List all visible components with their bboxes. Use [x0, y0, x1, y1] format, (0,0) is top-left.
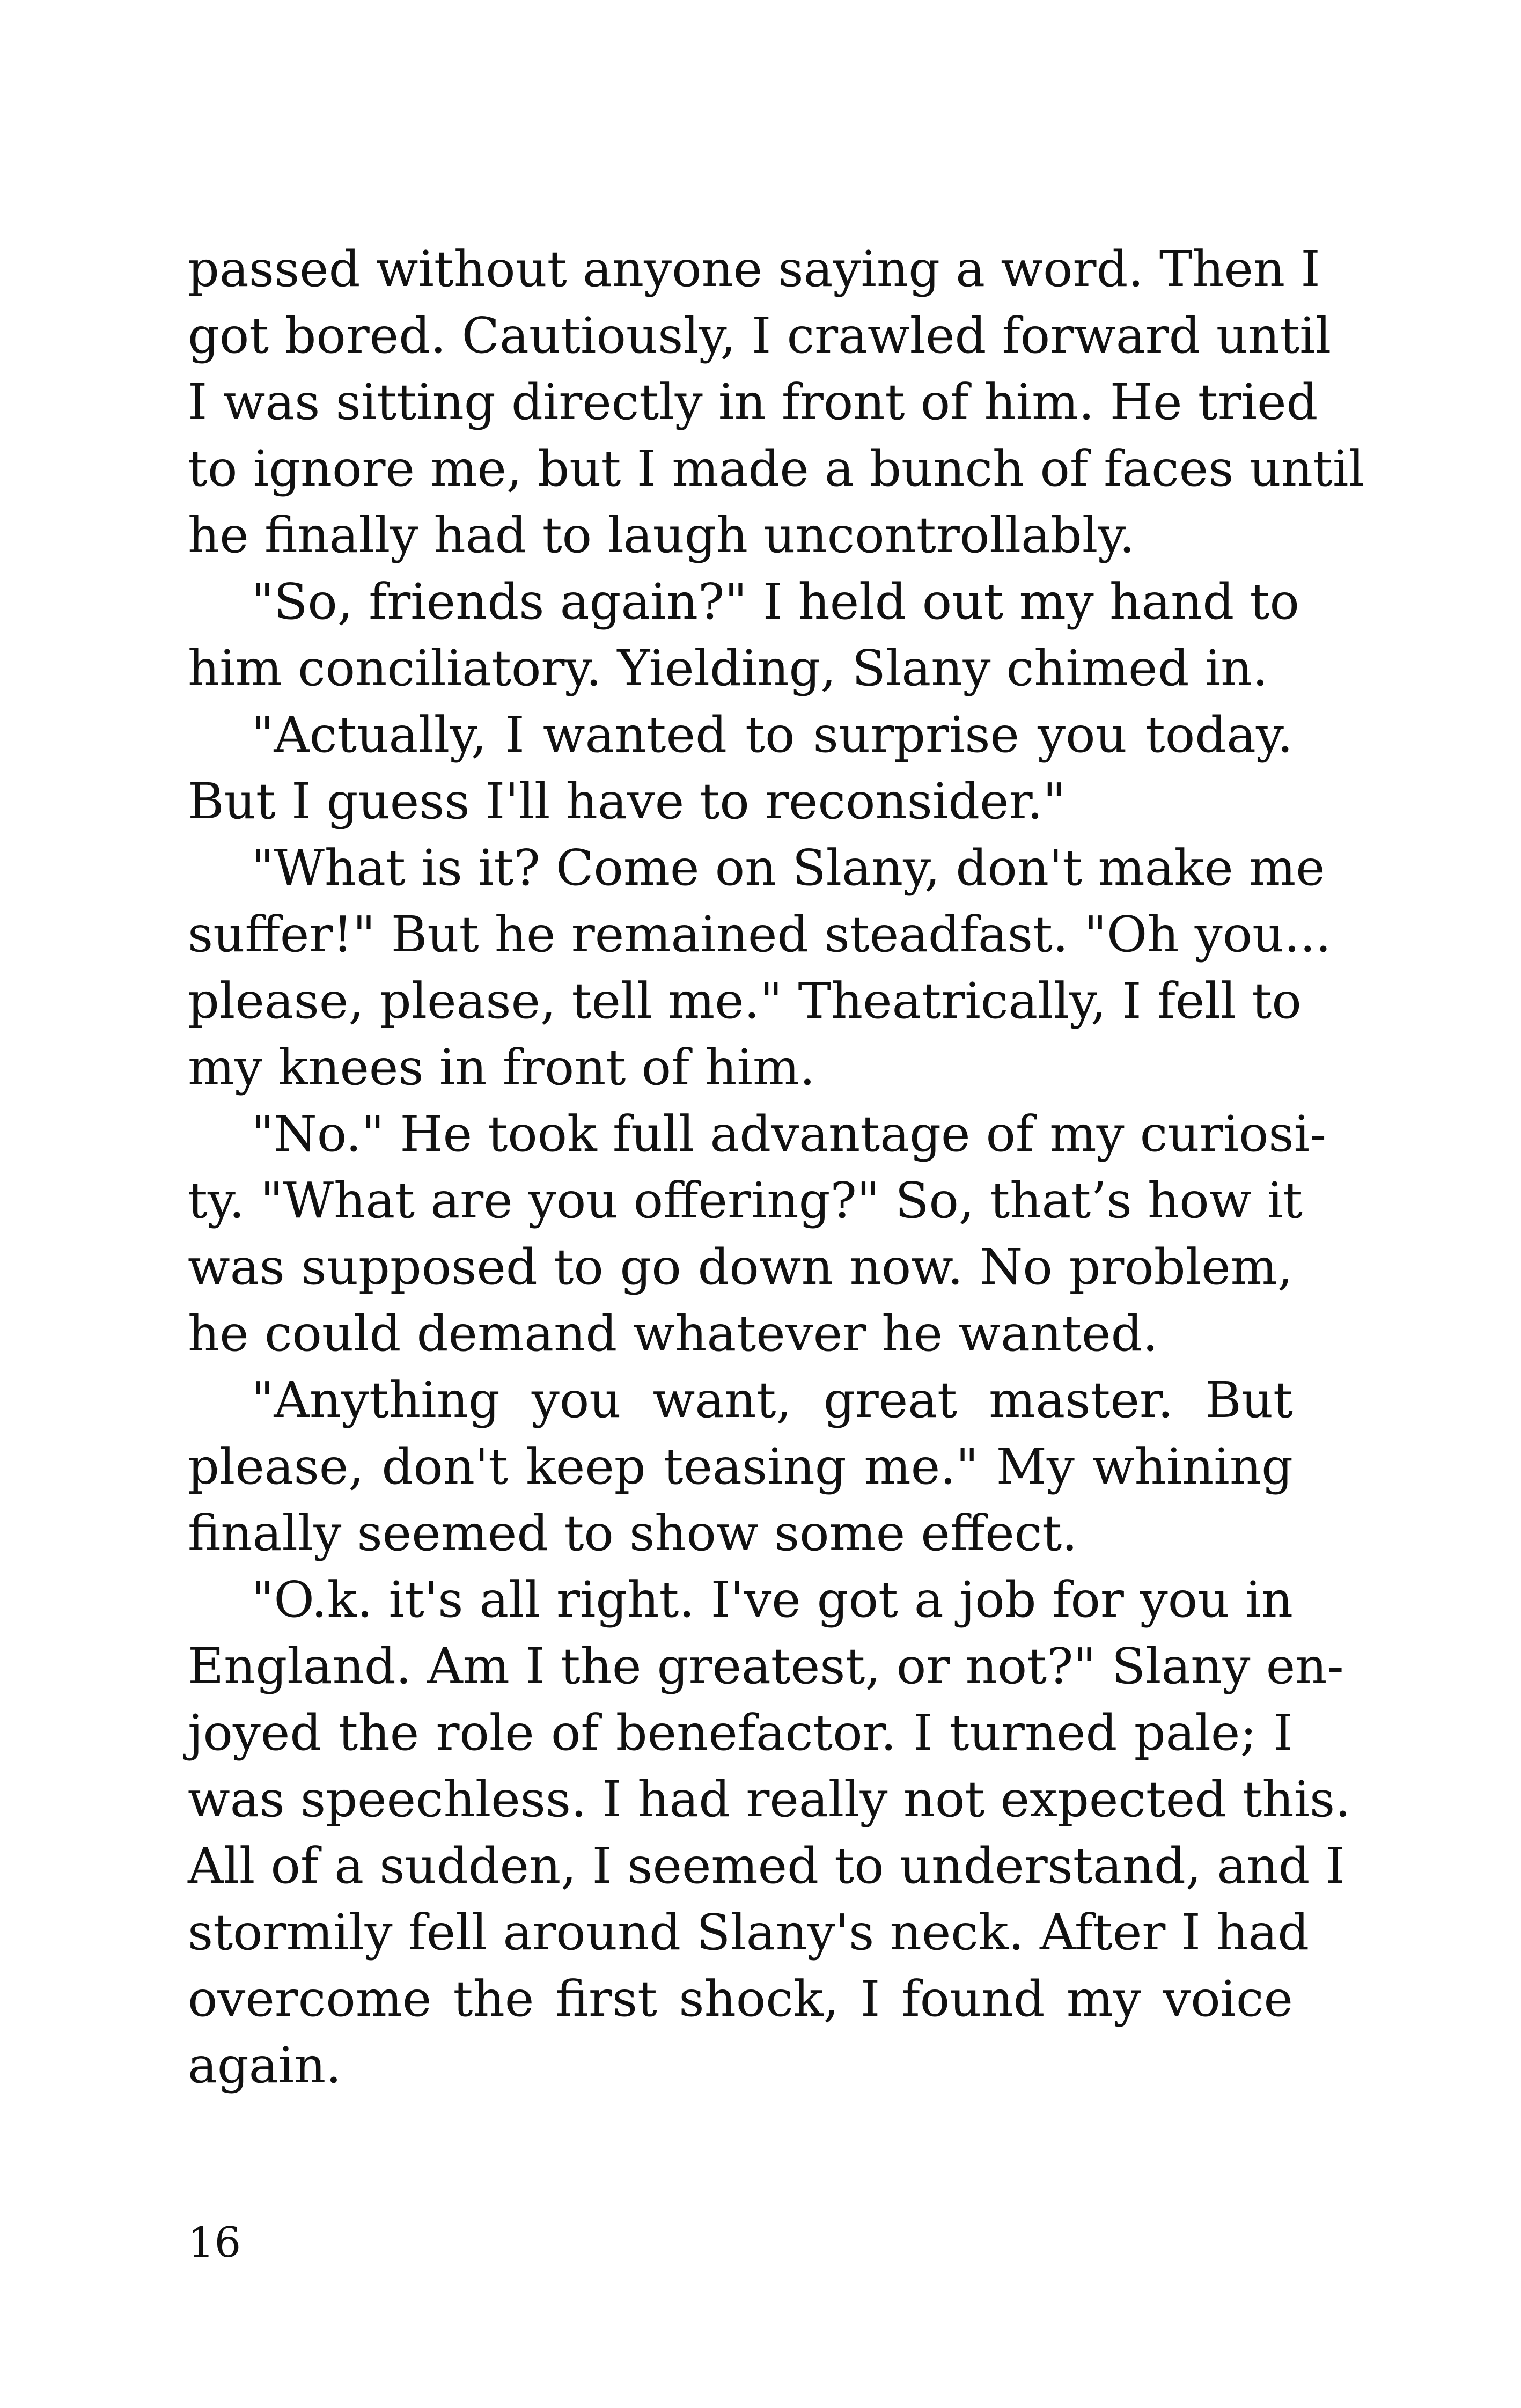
- text-line: suffer!" But he remained steadfast. "Oh you...: [188, 906, 1332, 963]
- body-text: [188, 236, 1364, 2099]
- text-line: "Actually, I wanted to surprise you today.: [251, 706, 1293, 763]
- text-line: got bored. Cautiously, I crawled forward until: [188, 307, 1332, 364]
- text-line: "No." He took full advantage of my curiosi-: [251, 1105, 1327, 1163]
- text-line: "O.k. it's all right. I've got a job for you in: [251, 1571, 1293, 1628]
- text-line: please, please, tell me." Theatrically, I fell to: [188, 972, 1302, 1030]
- text-line: he finally had to laugh uncontrollably.: [188, 506, 1135, 564]
- text-line: But I guess I'll have to reconsider.": [188, 773, 1066, 830]
- text-line: stormily fell around Slany's neck. After I had: [188, 1904, 1310, 1961]
- text-line: was supposed to go down now. No problem,: [188, 1238, 1293, 1296]
- text-line: again.: [188, 2037, 342, 2094]
- text-line: he could demand whatever he wanted.: [188, 1305, 1158, 1362]
- text-line: All of a sudden, I seemed to understand, and I: [188, 1837, 1345, 1895]
- text-line: him conciliatory. Yielding, Slany chimed in.: [188, 640, 1268, 697]
- text-line: "So, friends again?" I held out my hand to: [251, 573, 1299, 630]
- text-line: please, don't keep teasing me." My whining: [188, 1438, 1293, 1495]
- text-line: passed without anyone saying a word. Then I: [188, 240, 1320, 298]
- text-line: England. Am I the greatest, or not?" Slany en-: [188, 1638, 1344, 1695]
- text-line: "What is it? Come on Slany, don't make me: [251, 839, 1325, 897]
- text-line: overcome the first shock, I found my voice: [188, 1970, 1293, 2028]
- text-line: ty. "What are you offering?" So, that’s how it: [188, 1172, 1303, 1229]
- text-line: I was sitting directly in front of him. He tried: [188, 373, 1318, 431]
- text-line: finally seemed to show some effect.: [188, 1504, 1078, 1562]
- text-line: my knees in front of him.: [188, 1039, 815, 1096]
- text-line: was speechless. I had really not expected this.: [188, 1771, 1351, 1828]
- text-line: to ignore me, but I made a bunch of faces until: [188, 440, 1364, 497]
- page-number: 16: [188, 2219, 241, 2267]
- text-line: "Anything you want, great master. But: [251, 1371, 1293, 1429]
- text-line: joyed the role of benefactor. I turned pale; I: [188, 1704, 1293, 1761]
